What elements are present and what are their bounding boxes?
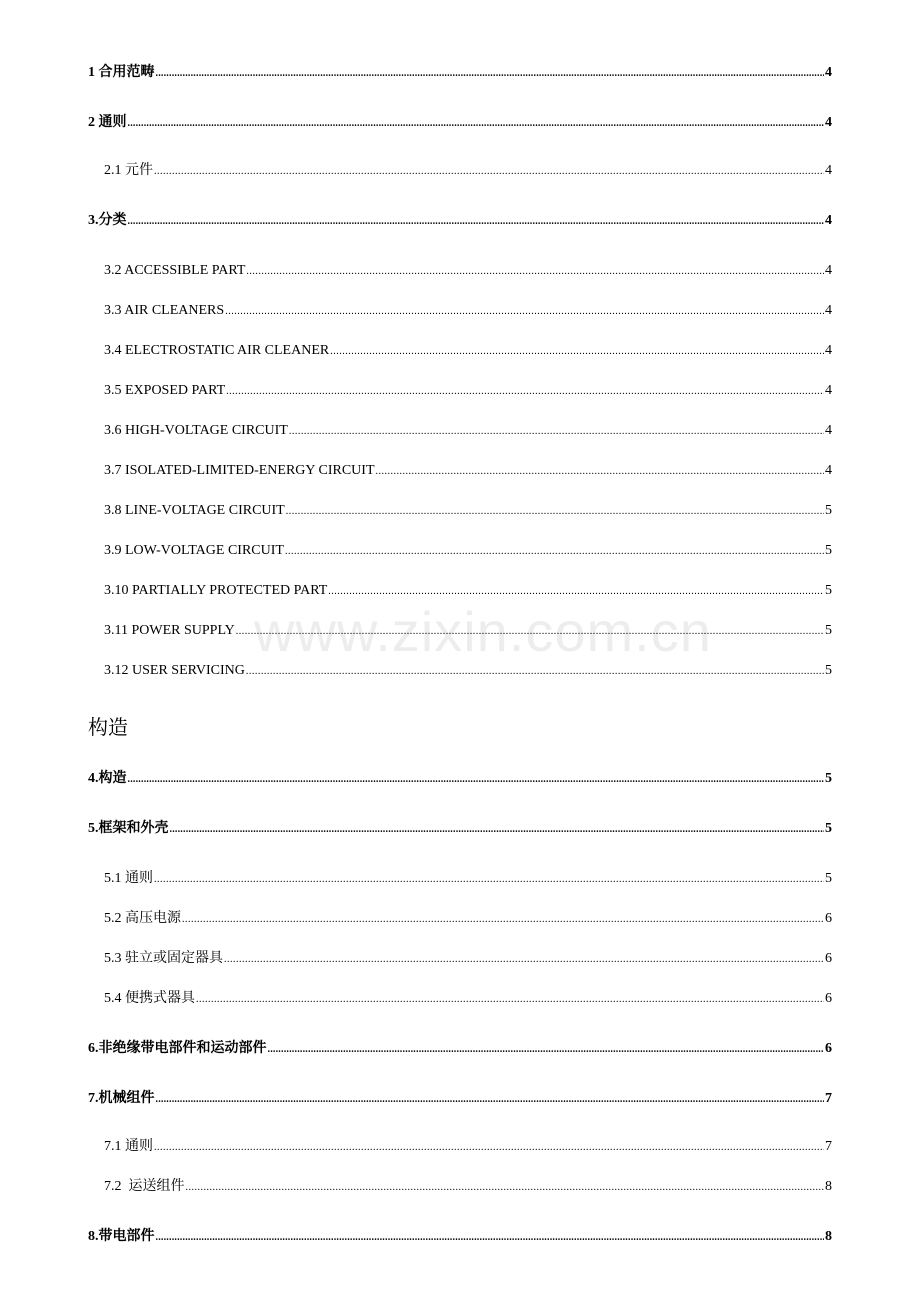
toc-entry-label: 3.7 ISOLATED-LIMITED-ENERGY CIRCUIT — [104, 463, 375, 478]
toc-entry-1[interactable] — [88, 64, 832, 83]
toc-entry-3-2[interactable] — [104, 262, 832, 281]
toc-page-number: 6 — [825, 951, 832, 966]
toc-entry-label: 8.带电部件 — [88, 1229, 155, 1244]
toc-entry-label: 3.2 ACCESSIBLE PART — [104, 263, 246, 278]
toc-dot-leader — [224, 950, 824, 969]
toc-entry-3-6[interactable] — [104, 422, 832, 441]
toc-entry-7-2[interactable] — [104, 1178, 832, 1197]
toc-page-number: 7 — [825, 1091, 832, 1106]
toc-entry-2[interactable] — [88, 114, 832, 133]
toc-entry-label: 7.机械组件 — [88, 1091, 155, 1106]
toc-entry-8[interactable] — [88, 1228, 832, 1247]
watermark: www.zixin.com.cn — [254, 600, 712, 663]
toc-entry-label: 5.4 便携式器具 — [104, 991, 195, 1006]
toc-page-number: 7 — [825, 1139, 832, 1154]
toc-page-number: 5 — [825, 583, 832, 598]
toc-dot-leader — [225, 302, 824, 321]
toc-entry-label: 3.8 LINE-VOLTAGE CIRCUIT — [104, 503, 285, 518]
toc-entry-label: 5.框架和外壳 — [88, 821, 169, 836]
toc-dot-leader — [154, 162, 824, 181]
toc-page-number: 6 — [825, 911, 832, 926]
toc-page-number: 4 — [825, 115, 832, 130]
toc-dot-leader — [285, 542, 824, 561]
toc-entry-3-7[interactable] — [104, 462, 832, 481]
toc-dot-leader — [289, 422, 824, 441]
toc-dot-leader — [268, 1040, 825, 1059]
toc-entry-label: 2.1 元件 — [104, 163, 153, 178]
toc-page-number: 4 — [825, 213, 832, 228]
toc-dot-leader — [156, 64, 825, 83]
section-heading: 构造 — [88, 715, 128, 739]
toc-entry-label: 7.2 运送组件 — [104, 1179, 185, 1194]
toc-dot-leader — [246, 262, 824, 281]
toc-entry-label: 3.10 PARTIALLY PROTECTED PART — [104, 583, 328, 598]
toc-dot-leader — [156, 1090, 825, 1109]
toc-page-number: 5 — [825, 771, 832, 786]
toc-page-number: 6 — [825, 991, 832, 1006]
toc-dot-leader — [128, 770, 825, 789]
toc-dot-leader — [196, 990, 824, 1009]
toc-page-number: 4 — [825, 303, 832, 318]
toc-entry-label: 3.4 ELECTROSTATIC AIR CLEANER — [104, 343, 330, 358]
toc-page-number: 4 — [825, 343, 832, 358]
toc-entry-label: 3.5 EXPOSED PART — [104, 383, 226, 398]
toc-dot-leader — [128, 212, 825, 231]
toc-entry-label: 5.2 高压电源 — [104, 911, 181, 926]
toc-entry-5[interactable] — [88, 820, 832, 839]
toc-page-number: 5 — [825, 623, 832, 638]
toc-dot-leader — [226, 382, 824, 401]
toc-entry-3-12[interactable] — [104, 662, 832, 681]
toc-page-number: 4 — [825, 65, 832, 80]
toc-entry-label: 3.分类 — [88, 213, 127, 228]
toc-entry-label: 3.12 USER SERVICING — [104, 663, 245, 678]
toc-entry-7[interactable] — [88, 1090, 832, 1109]
toc-dot-leader — [236, 622, 824, 641]
toc-dot-leader — [128, 114, 825, 133]
toc-entry-label: 3.3 AIR CLEANERS — [104, 303, 225, 318]
toc-dot-leader — [246, 662, 824, 681]
toc-dot-leader — [156, 1228, 825, 1247]
toc-entry-3-8[interactable] — [104, 502, 832, 521]
toc-page-number: 5 — [825, 663, 832, 678]
toc-dot-leader — [154, 870, 824, 889]
toc-dot-leader — [186, 1178, 825, 1197]
toc-dot-leader — [170, 820, 825, 839]
toc-entry-label: 3.6 HIGH-VOLTAGE CIRCUIT — [104, 423, 288, 438]
toc-page-number: 5 — [825, 543, 832, 558]
toc-entry-label: 5.1 通则 — [104, 871, 153, 886]
toc-dot-leader — [330, 342, 824, 361]
toc-entry-5-2[interactable] — [104, 910, 832, 929]
toc-entry-3-10[interactable] — [104, 582, 832, 601]
toc-page-number: 8 — [825, 1229, 832, 1244]
toc-entry-label: 4.构造 — [88, 771, 127, 786]
toc-dot-leader — [154, 1138, 824, 1157]
toc-entry-3-3[interactable] — [104, 302, 832, 321]
toc-entry-label: 7.1 通则 — [104, 1139, 153, 1154]
toc-page-number: 4 — [825, 163, 832, 178]
toc-dot-leader — [286, 502, 824, 521]
toc-page-number: 8 — [825, 1179, 832, 1194]
toc-entry-3-11[interactable] — [104, 622, 832, 641]
toc-entry-label: 6.非绝缘带电部件和运动部件 — [88, 1041, 267, 1056]
toc-entry-5-1[interactable] — [104, 870, 832, 889]
toc-entry-4[interactable] — [88, 770, 832, 789]
toc-entry-label: 1 合用范畴 — [88, 65, 155, 80]
toc-page-number: 4 — [825, 383, 832, 398]
toc-entry-label: 3.11 POWER SUPPLY — [104, 623, 235, 638]
toc-entry-7-1[interactable] — [104, 1138, 832, 1157]
toc-page-number: 4 — [825, 423, 832, 438]
toc-page-number: 5 — [825, 821, 832, 836]
toc-page-number: 5 — [825, 871, 832, 886]
toc-entry-3-9[interactable] — [104, 542, 832, 561]
toc-entry-3-4[interactable] — [104, 342, 832, 361]
toc-entry-label: 2 通则 — [88, 115, 127, 130]
toc-page-number: 6 — [825, 1041, 832, 1056]
toc-entry-5-3[interactable] — [104, 950, 832, 969]
toc-page-number: 5 — [825, 503, 832, 518]
toc-dot-leader — [328, 582, 824, 601]
toc-entry-3-5[interactable] — [104, 382, 832, 401]
toc-dot-leader — [182, 910, 824, 929]
toc-page-number: 4 — [825, 263, 832, 278]
toc-entry-5-4[interactable] — [104, 990, 832, 1009]
toc-page-number: 4 — [825, 463, 832, 478]
toc-entry-6[interactable] — [88, 1040, 832, 1059]
toc-entry-2-1[interactable] — [104, 162, 832, 181]
toc-entry-label: 3.9 LOW-VOLTAGE CIRCUIT — [104, 543, 284, 558]
toc-entry-3[interactable] — [88, 212, 832, 231]
toc-dot-leader — [376, 462, 825, 481]
toc-entry-label: 5.3 驻立或固定器具 — [104, 951, 223, 966]
